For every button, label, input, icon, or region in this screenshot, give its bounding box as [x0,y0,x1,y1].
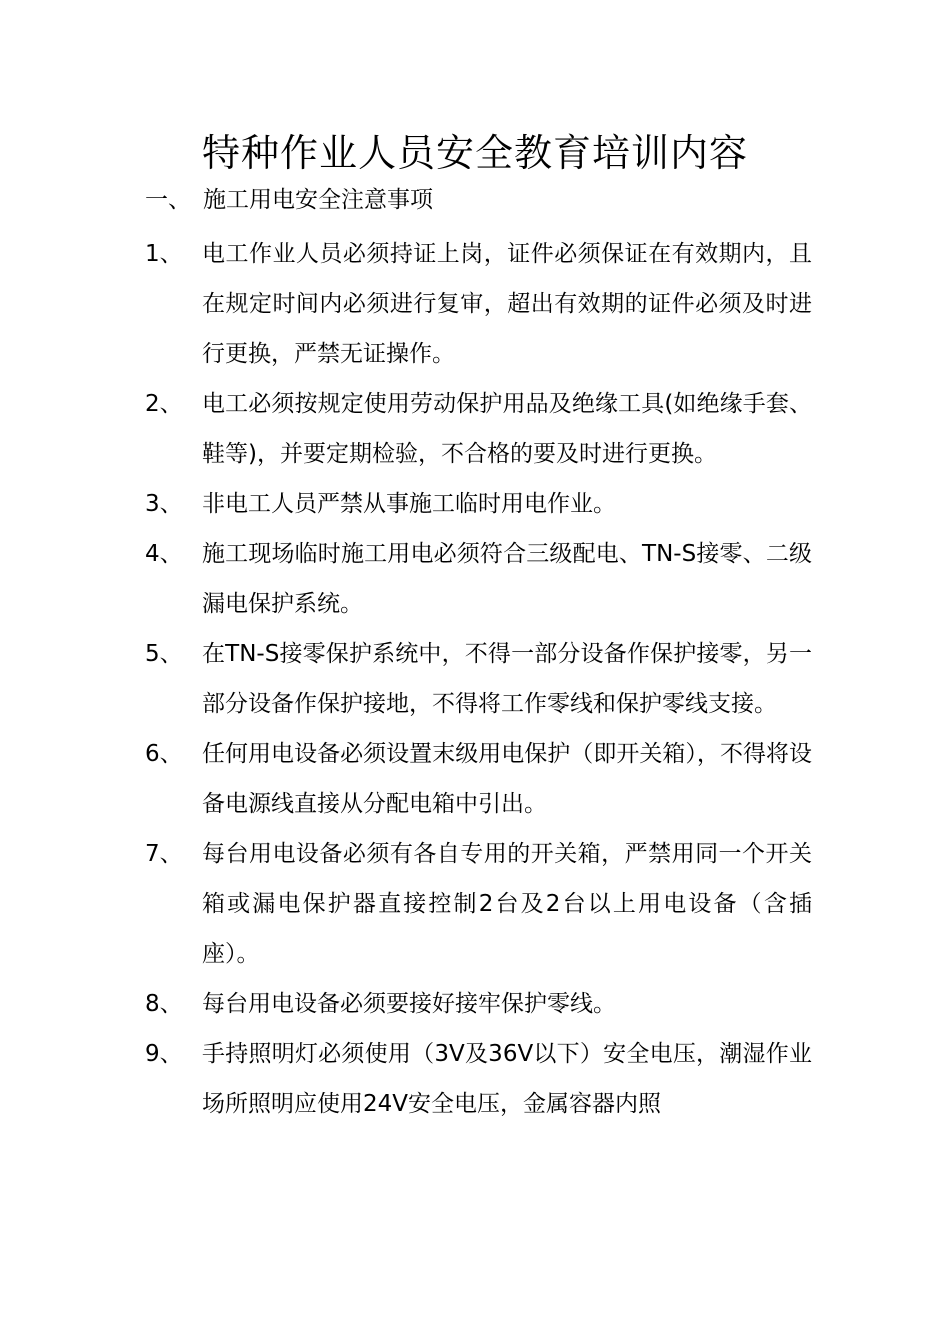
item-number: 9、 [145,1041,183,1067]
list-item [145,529,825,629]
list-item [145,1029,825,1129]
item-text: 手持照明灯必须使用（3V及36V以下）安全电压，潮湿作业场所照明应使用24V安全电压，金属容器内照 [202,1041,812,1117]
page-title: 特种作业人员安全教育培训内容 [201,131,748,175]
list-item [145,979,825,1029]
item-text: 电工作业人员必须持证上岗，证件必须保证在有效期内，且在规定时间内必须进行复审，超出有效期的证件必须及时进行更换，严禁无证操作。 [202,241,812,367]
item-text: 电工必须按规定使用劳动保护用品及绝缘工具(如绝缘手套、鞋等)，并要定期检验，不合格的要及时进行更换。 [202,391,812,467]
section-heading [145,182,433,218]
section-number: 一、 [145,187,191,213]
section-title: 施工用电安全注意事项 [203,187,433,213]
list-item [145,479,825,529]
item-number: 4、 [145,541,183,567]
item-number: 8、 [145,991,183,1017]
item-text: 非电工人员严禁从事施工临时用电作业。 [202,491,616,517]
list-item [145,629,825,729]
item-text: 每台用电设备必须要接好接牢保护零线。 [202,991,616,1017]
list-item [145,729,825,829]
item-number: 2、 [145,391,183,417]
item-number: 5、 [145,641,183,667]
item-text: 施工现场临时施工用电必须符合三级配电、TN-S接零、二级漏电保护系统。 [202,541,812,617]
item-number: 7、 [145,841,183,867]
list-item [145,379,825,479]
rules-list [145,229,825,1129]
item-number: 3、 [145,491,183,517]
list-item [145,829,825,979]
item-text: 每台用电设备必须有各自专用的开关箱，严禁用同一个开关箱或漏电保护器直接控制2台及2台以上用电设备（含插座）。 [202,841,812,967]
item-number: 1、 [145,241,183,267]
list-item [145,229,825,379]
item-text: 在TN-S接零保护系统中，不得一部分设备作保护接零，另一部分设备作保护接地，不得将工作零线和保护零线支接。 [202,641,812,717]
item-number: 6、 [145,741,183,767]
item-text: 任何用电设备必须设置末级用电保护（即开关箱），不得将设备电源线直接从分配电箱中引出。 [202,741,812,817]
